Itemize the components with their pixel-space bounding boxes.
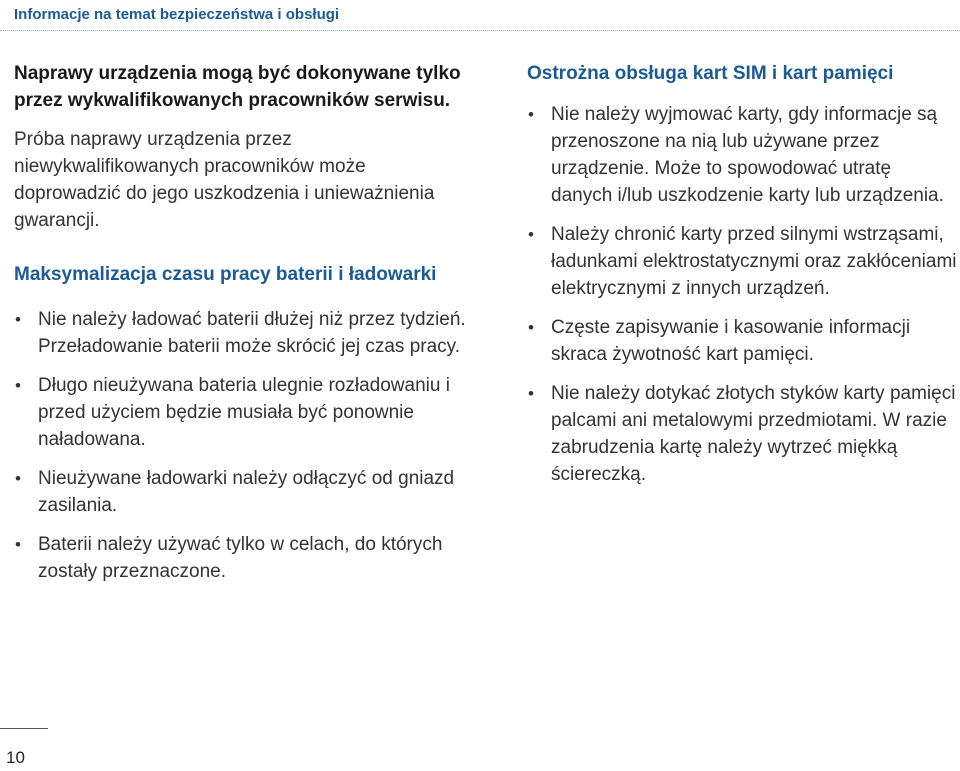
left-column bbox=[14, 60, 474, 597]
header-divider bbox=[0, 30, 960, 31]
list-item bbox=[14, 465, 474, 519]
list-item-text: Nie należy wyjmować karty, gdy informacje są przenoszone na nią lub używane przez urządzenie. Może to spowodować utratę danych i/lub uszkodzenie karty lub urządzenia. bbox=[551, 104, 944, 206]
bullet-icon: • bbox=[528, 225, 534, 244]
bullet-icon: • bbox=[15, 535, 21, 554]
list-item-text: Nie należy ładować baterii dłużej niż przez tydzień. Przeładowanie baterii może skrócić jej czas pracy. bbox=[38, 309, 466, 357]
repair-notice-bold: Naprawy urządzenia mogą być dokonywane tylko przez wykwalifikowanych pracowników serwisu. bbox=[14, 63, 461, 111]
battery-list bbox=[14, 306, 474, 585]
battery-section-heading: Maksymalizacja czasu pracy baterii i ładowarki bbox=[14, 264, 437, 285]
list-item-text: Długo nieużywana bateria ulegnie rozładowaniu i przed użyciem będzie musiała być ponownie naładowana. bbox=[38, 375, 450, 450]
sim-card-section-heading: Ostrożna obsługa kart SIM i kart pamięci bbox=[527, 63, 894, 84]
bullet-icon: • bbox=[15, 376, 21, 395]
sim-card-list bbox=[527, 101, 957, 488]
bullet-icon: • bbox=[528, 384, 534, 403]
bullet-icon: • bbox=[528, 105, 534, 124]
bullet-icon: • bbox=[15, 310, 21, 329]
repair-notice-text: Próba naprawy urządzenia przez niewykwalifikowanych pracowników może doprowadzić do jego uszkodzenia i unieważnienia gwarancji. bbox=[14, 129, 435, 231]
list-item bbox=[527, 221, 957, 302]
bullet-icon: • bbox=[15, 469, 21, 488]
page-number-divider bbox=[0, 728, 48, 729]
page-header-title: Informacje na temat bezpieczeństwa i obsługi bbox=[14, 6, 340, 23]
list-item bbox=[14, 531, 474, 585]
list-item-text: Nieużywane ładowarki należy odłączyć od gniazd zasilania. bbox=[38, 468, 455, 516]
list-item-text: Baterii należy używać tylko w celach, do których zostały przeznaczone. bbox=[38, 534, 443, 582]
list-item-text: Nie należy dotykać złotych styków karty pamięci palcami ani metalowymi przedmiotami. W razie zabrudzenia kartę należy wytrzeć miękką ściereczką. bbox=[551, 383, 956, 485]
bullet-icon: • bbox=[528, 318, 534, 337]
list-item bbox=[527, 101, 957, 209]
list-item-text: Należy chronić karty przed silnymi wstrząsami, ładunkami elektrostatycznymi oraz zakłóceniami elektrycznymi z innych urządzeń. bbox=[551, 224, 957, 299]
page-number: 10 bbox=[6, 748, 25, 767]
list-item bbox=[527, 380, 957, 488]
list-item-text: Częste zapisywanie i kasowanie informacji skraca żywotność kart pamięci. bbox=[551, 317, 911, 365]
right-column bbox=[527, 60, 957, 500]
list-item bbox=[14, 306, 474, 360]
list-item bbox=[527, 314, 957, 368]
list-item bbox=[14, 372, 474, 453]
